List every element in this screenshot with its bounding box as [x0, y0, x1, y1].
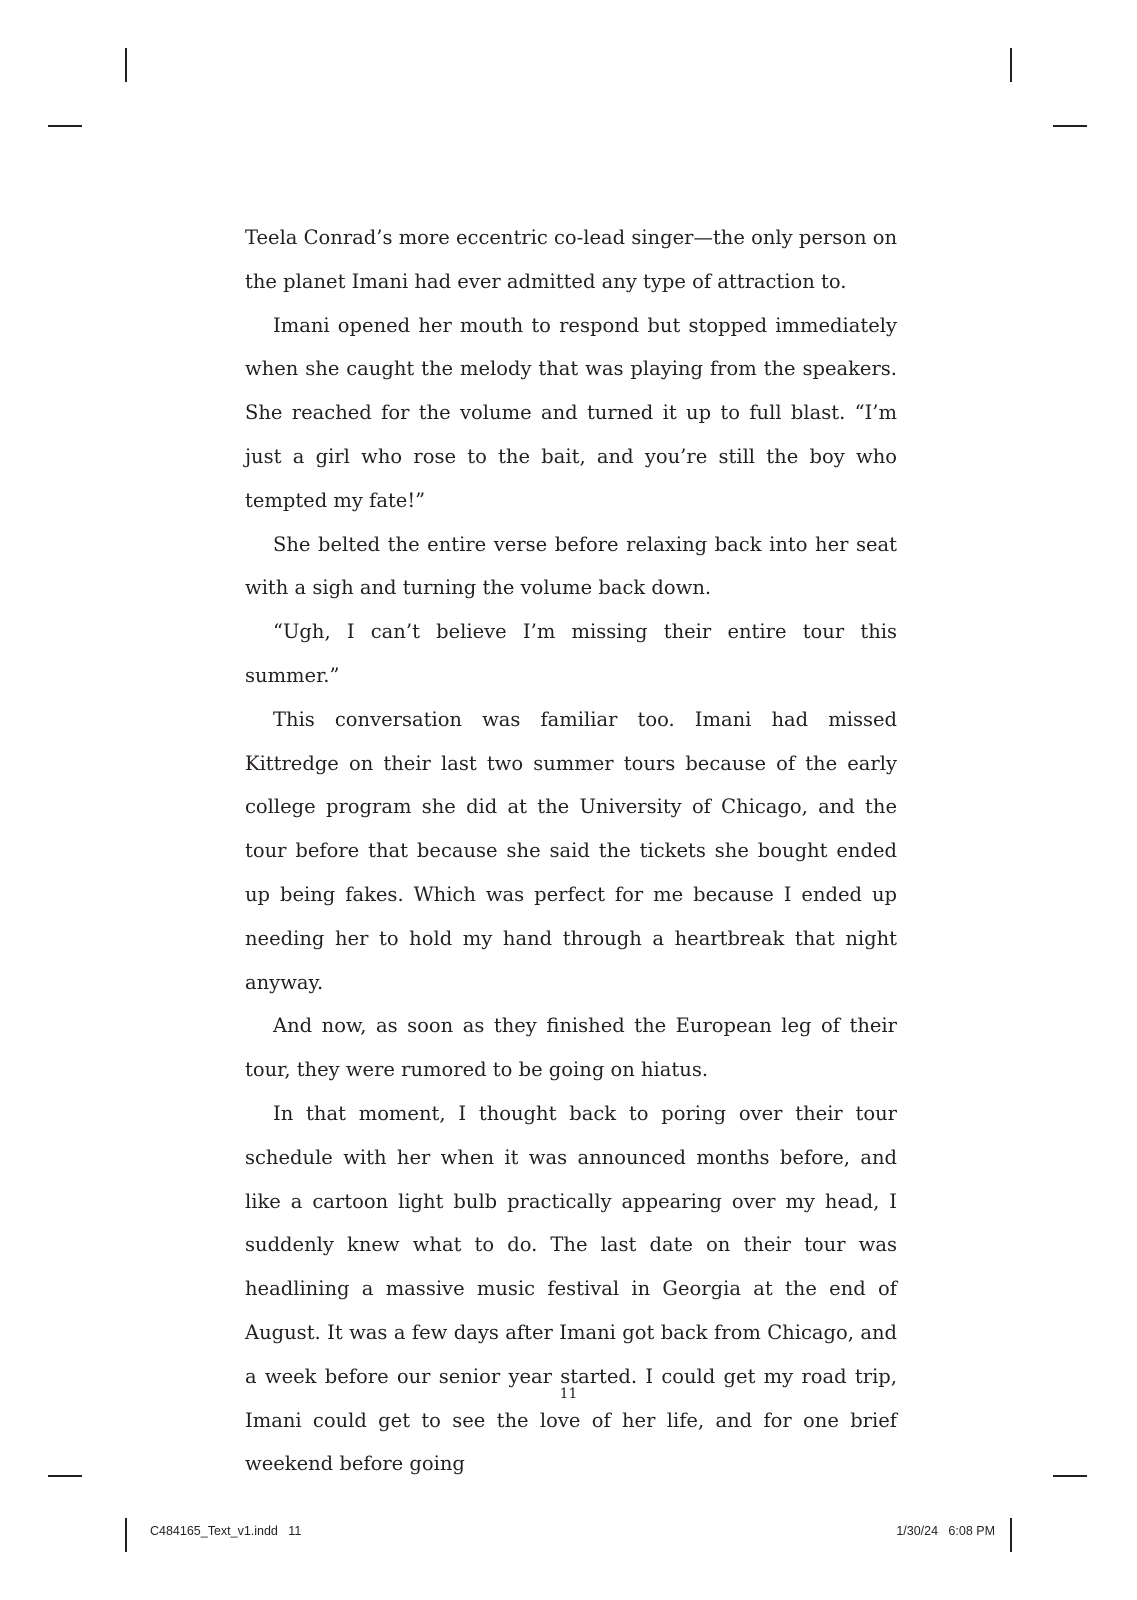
crop-mark-bottom-right-vertical	[1010, 1518, 1012, 1552]
crop-mark-top-left-horizontal	[48, 125, 82, 127]
paragraph: This conversation was familiar too. Imani had missed Kittredge on their last two summer tours because of the early college program she did at the University of Chicago, and the tour before that because she said the tickets she bought ended up being fakes. Which was perfect for me because I ended up needing her to hold my hand through a heartbreak that night anyway.	[245, 707, 897, 994]
paragraph: Imani opened her mouth to respond but stopped immediately when she caught the melody that was playing from the speakers. She reached for the volume and turned it up to full blast. “I’m just a girl who rose to the bait, and you’re still the boy who tempted my fate!”	[245, 313, 897, 512]
crop-mark-bottom-left-horizontal	[48, 1475, 82, 1477]
crop-mark-top-right-horizontal	[1053, 125, 1087, 127]
crop-mark-top-right-vertical	[1010, 48, 1012, 82]
paragraph: “Ugh, I can’t believe I’m missing their entire tour this summer.”	[245, 620, 897, 687]
slug-file-name: C484165_Text_v1.indd 11	[150, 1524, 302, 1538]
crop-mark-top-left-vertical	[125, 48, 127, 82]
paragraph: And now, as soon as they finished the European leg of their tour, they were rumored to be going on hiatus.	[245, 1014, 897, 1082]
body-text	[245, 216, 897, 1486]
crop-mark-bottom-left-vertical	[125, 1518, 127, 1552]
page-number: 11	[559, 1386, 578, 1402]
paragraph: She belted the entire verse before relaxing back into her seat with a sigh and turning the volume back down.	[245, 532, 897, 600]
crop-mark-bottom-right-horizontal	[1053, 1475, 1087, 1477]
paragraph: Teela Conrad’s more eccentric co-lead singer—the only person on the planet Imani had ever admitted any type of attraction to.	[245, 226, 897, 293]
paragraph: In that moment, I thought back to poring over their tour schedule with her when it was announced months before, and like a cartoon light bulb practically appearing over my head, I suddenly knew what to do. The last date on their tour was headlining a massive music festival in Georgia at the end of August. It was a few days after Imani got back from Chicago, and a week before our senior year started. I could get my road trip, Imani could get to see the love of her life, and for one brief weekend before going	[245, 1101, 897, 1476]
slug-timestamp: 1/30/24 6:08 PM	[896, 1524, 995, 1538]
